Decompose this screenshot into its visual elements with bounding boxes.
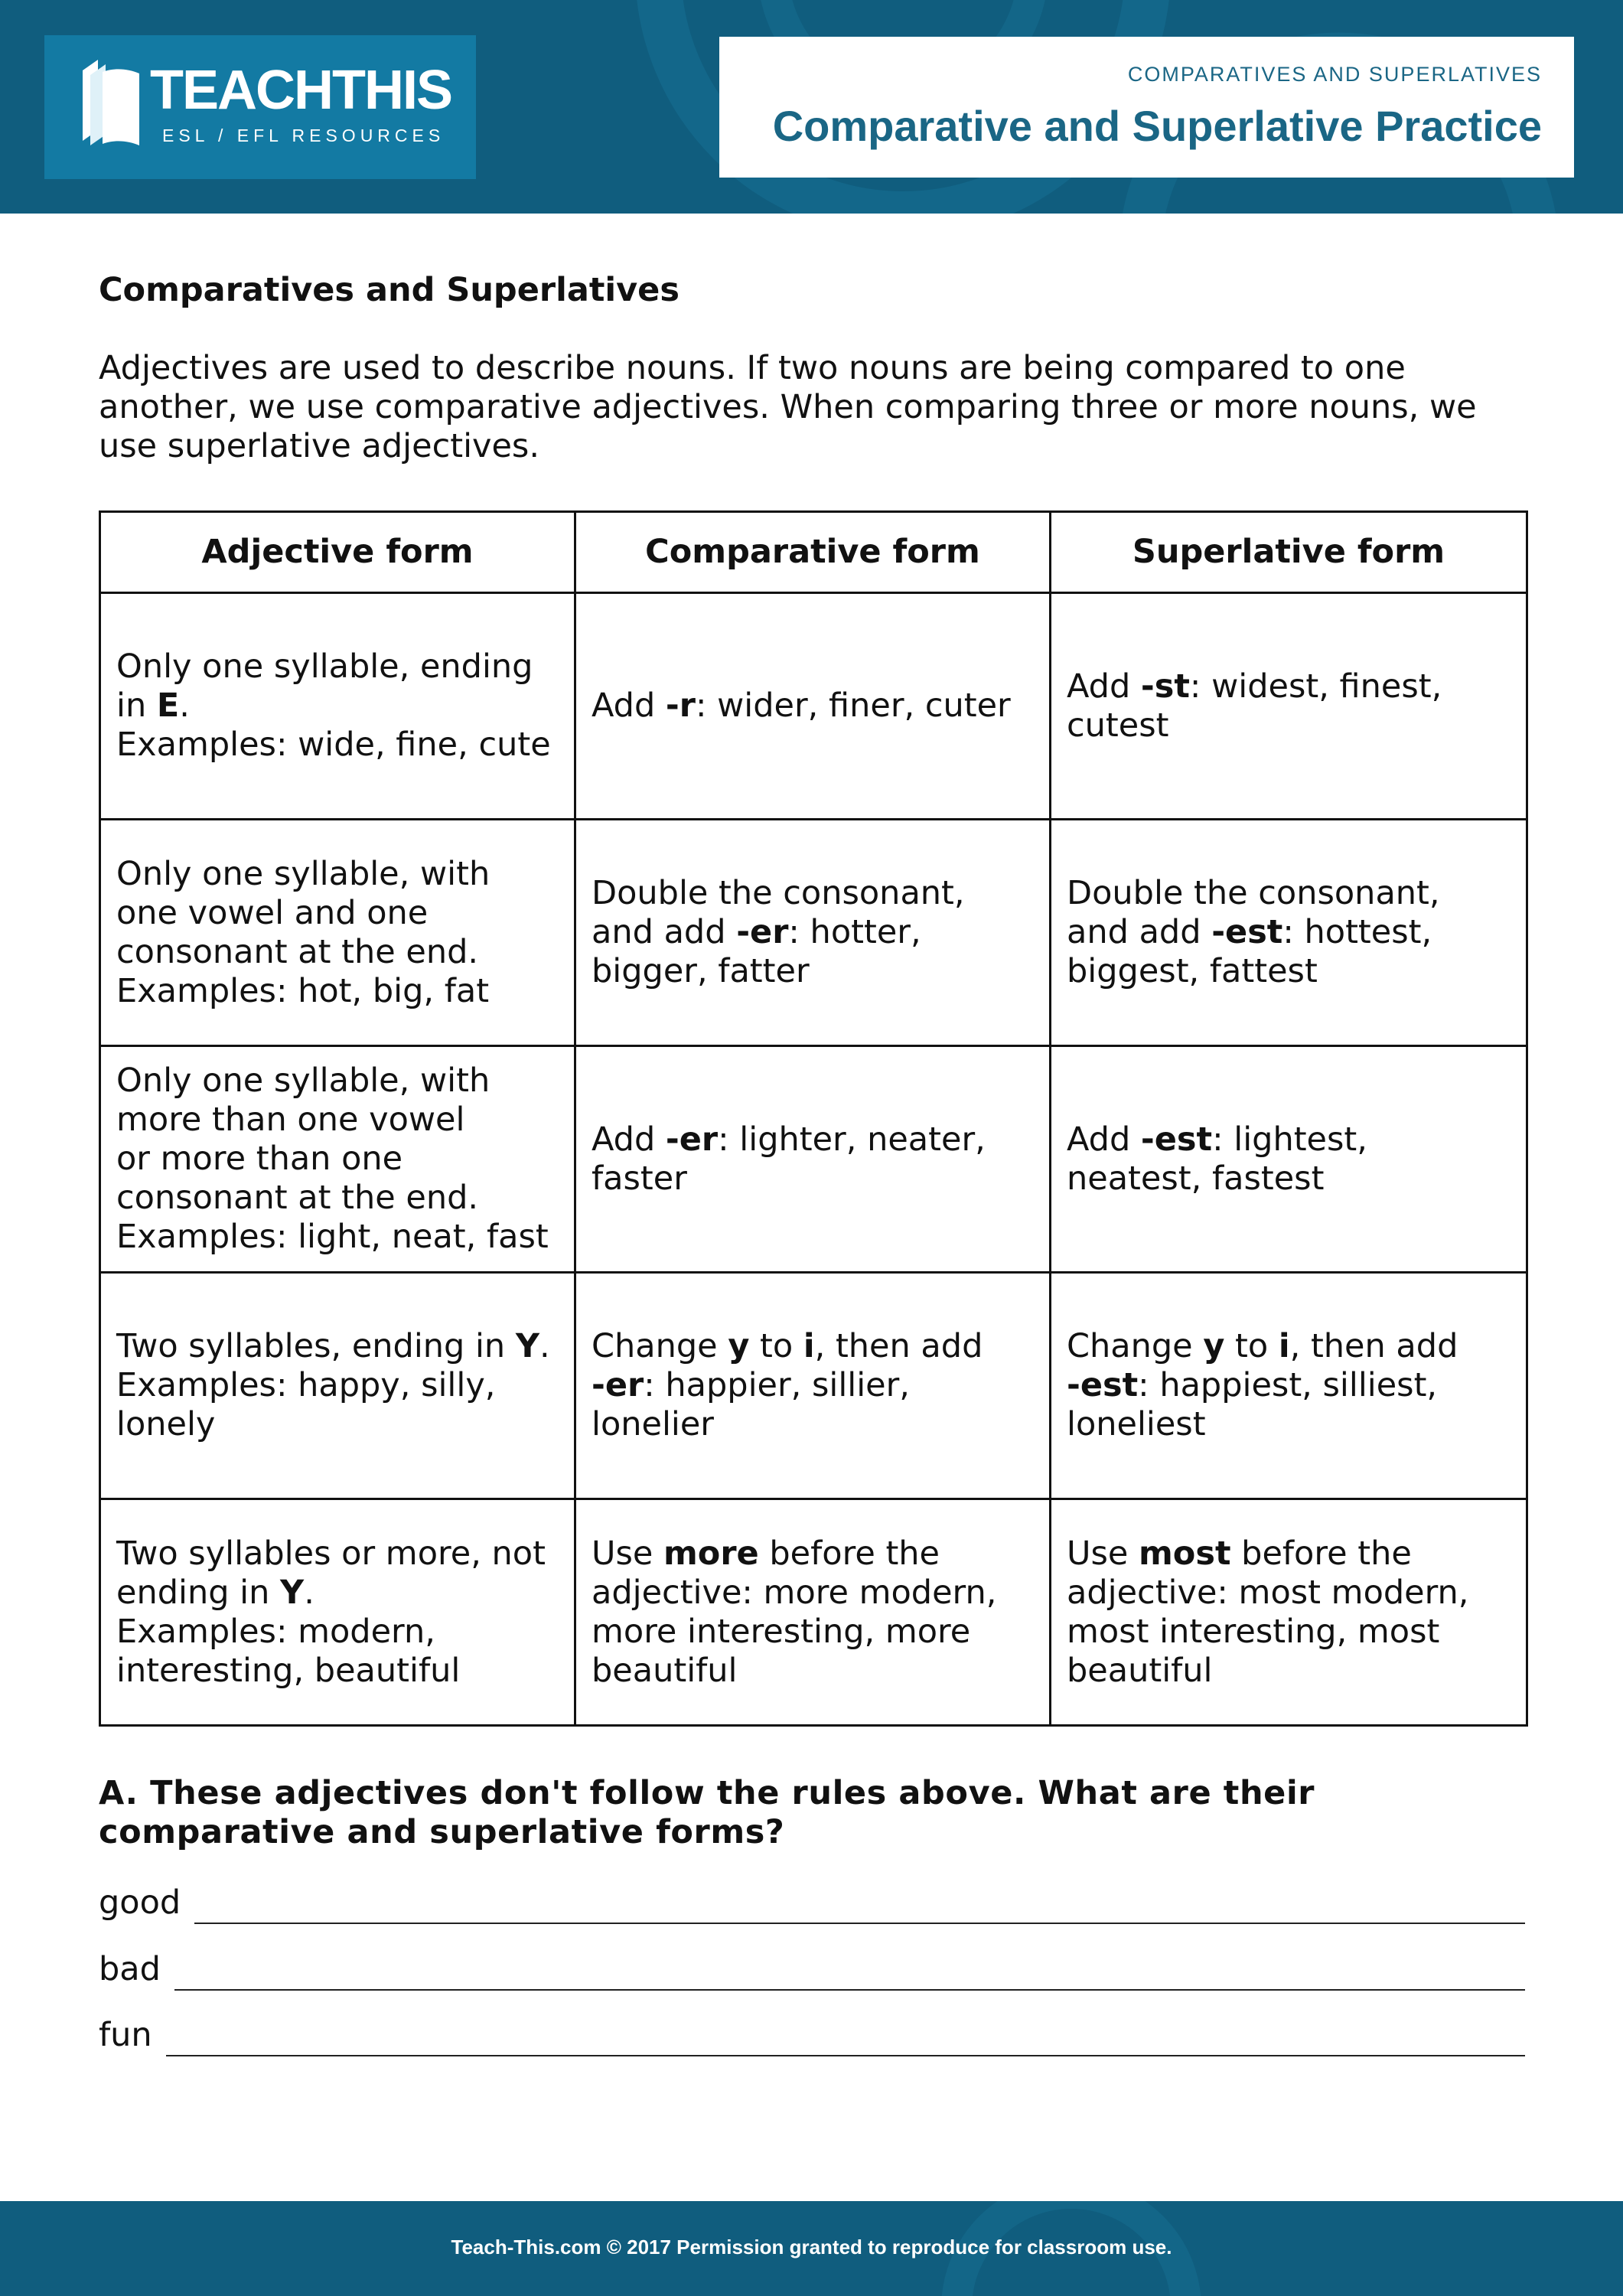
exercise-question: A. These adjectives don't follow the rules above. What are their comparative and superlative forms? <box>99 1774 1315 1851</box>
logo-tagline: ESL / EFL RESOURCES <box>162 126 445 145</box>
footer-copyright: Teach-This.com © 2017 Permission granted to reproduce for classroom use. <box>451 2236 1172 2258</box>
answer-label: bad <box>99 1950 161 1988</box>
superlative-cell: Change y to i, then add -est: happiest, silliest, loneliest <box>1051 1273 1527 1499</box>
title-box <box>719 37 1574 178</box>
comparative-cell: Double the consonant, and add -er: hotter, bigger, fatter <box>575 820 1051 1046</box>
worksheet-title: Comparative and Superlative Practice <box>772 102 1542 150</box>
adjective-cell: Only one syllable, with one vowel and one consonant at the end. Examples: hot, big, fat <box>100 820 575 1046</box>
answer-label: fun <box>99 2016 152 2054</box>
page-footer <box>0 2201 1623 2296</box>
comparative-cell: Add -er: lighter, neater, faster <box>575 1046 1051 1273</box>
answer-label: good <box>99 1883 181 1922</box>
logo-name: TEACHTHIS <box>150 60 451 121</box>
table-row <box>100 820 1527 1046</box>
superlative-cell: Add -st: widest, finest, cutest <box>1051 593 1527 820</box>
adjective-cell: Two syllables or more, not ending in Y. Examples: modern, interesting, beautiful <box>100 1499 575 1726</box>
adjective-cell: Only one syllable, with more than one vowel or more than one consonant at the end. Examples: light, neat, fast <box>100 1046 575 1273</box>
column-header: Comparative form <box>575 512 1051 593</box>
answer-blank[interactable] <box>194 1922 1525 1924</box>
worksheet-kicker: COMPARATIVES AND SUPERLATIVES <box>1127 63 1542 86</box>
intro-paragraph: Adjectives are used to describe nouns. If two nouns are being compared to one another, we use comparative adjectives. When comparing three or more nouns, we use superlative adjectives. <box>99 349 1477 465</box>
table-row <box>100 1499 1527 1726</box>
page-header <box>0 0 1623 214</box>
column-header: Adjective form <box>100 512 575 593</box>
answer-row <box>99 2011 1525 2056</box>
answer-row <box>99 1878 1525 1924</box>
adjective-cell: Two syllables, ending in Y. Examples: happy, silly, lonely <box>100 1273 575 1499</box>
table-row <box>100 593 1527 820</box>
answer-row <box>99 1945 1525 1991</box>
logo <box>44 35 476 179</box>
column-header: Superlative form <box>1051 512 1527 593</box>
superlative-cell: Double the consonant, and add -est: hottest, biggest, fattest <box>1051 820 1527 1046</box>
table-row <box>100 1046 1527 1273</box>
superlative-cell: Use most before the adjective: most modern, most interesting, most beautiful <box>1051 1499 1527 1726</box>
table-row <box>100 1273 1527 1499</box>
section-title: Comparatives and Superlatives <box>99 271 680 309</box>
rules-table <box>99 510 1528 1727</box>
table-header-row <box>100 512 1527 593</box>
comparative-cell: Add -r: wider, finer, cuter <box>575 593 1051 820</box>
book-icon <box>75 57 141 148</box>
comparative-cell: Change y to i, then add -er: happier, sillier, lonelier <box>575 1273 1051 1499</box>
answer-blank[interactable] <box>166 2054 1525 2056</box>
comparative-cell: Use more before the adjective: more modern, more interesting, more beautiful <box>575 1499 1051 1726</box>
adjective-cell: Only one syllable, ending in E. Examples: wide, fine, cute <box>100 593 575 820</box>
answer-blank[interactable] <box>174 1988 1525 1991</box>
superlative-cell: Add -est: lightest, neatest, fastest <box>1051 1046 1527 1273</box>
